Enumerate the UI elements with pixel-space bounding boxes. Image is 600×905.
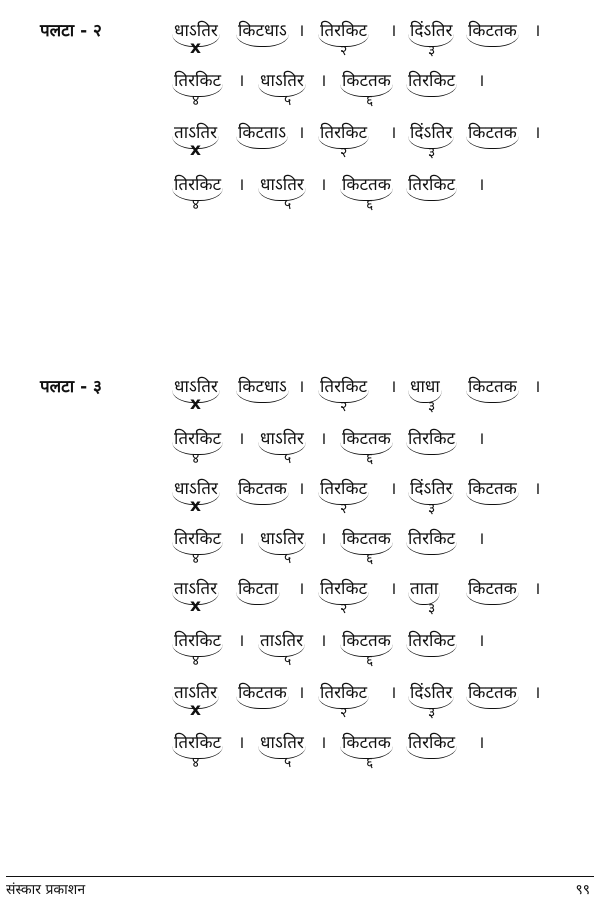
bol-word: दिंऽतिर: [408, 120, 454, 149]
bol-word: दिंऽतिर: [408, 476, 454, 505]
beat-marker: ३: [428, 501, 436, 517]
bol-word: किटतक: [340, 172, 393, 201]
danda-mark: ।: [238, 529, 245, 549]
danda-mark: ।: [320, 529, 327, 549]
bol-word: तिरकिट: [406, 426, 457, 455]
bol-word: धाऽतिर: [258, 526, 306, 555]
danda-mark: ।: [390, 683, 397, 703]
section-title: पलटा - ३: [40, 377, 102, 397]
bol-word: धाऽतिर: [258, 172, 306, 201]
danda-mark: ।: [390, 377, 397, 397]
beat-marker: x: [190, 140, 201, 160]
beat-marker: ३: [428, 705, 436, 721]
danda-mark: ।: [478, 529, 485, 549]
danda-mark: ।: [478, 175, 485, 195]
beat-marker: ४: [192, 197, 200, 213]
bol-word: किटतक: [340, 426, 393, 455]
beat-marker: x: [190, 394, 201, 414]
danda-mark: ।: [298, 377, 305, 397]
bol-word: धाऽतिर: [258, 730, 306, 759]
beat-marker: ३: [428, 601, 436, 617]
bol-word: दिंऽतिर: [408, 18, 454, 47]
beat-marker: ६: [366, 653, 374, 669]
bol-word: धाधा: [408, 374, 442, 403]
danda-mark: ।: [534, 579, 541, 599]
danda-mark: ।: [390, 21, 397, 41]
bol-word: किटतक: [466, 576, 519, 605]
danda-mark: ।: [298, 21, 305, 41]
danda-mark: ।: [320, 631, 327, 651]
danda-mark: ।: [238, 71, 245, 91]
bol-word: ताऽतिर: [172, 576, 219, 605]
bol-word: किटतक: [236, 680, 289, 709]
bol-word: धाऽतिर: [258, 426, 306, 455]
beat-marker: ४: [192, 653, 200, 669]
bol-word: तिरकिट: [172, 426, 223, 455]
bol-line: [0, 680, 600, 728]
danda-mark: ।: [298, 579, 305, 599]
beat-marker: ५: [284, 755, 292, 771]
bol-word: तिरकिट: [172, 730, 223, 759]
danda-mark: ।: [478, 429, 485, 449]
bol-word: धाऽतिर: [172, 374, 220, 403]
bol-word: तिरकिट: [406, 628, 457, 657]
bol-word: धाऽतिर: [172, 18, 220, 47]
danda-mark: ।: [320, 733, 327, 753]
bol-word: तिरकिट: [172, 68, 223, 97]
bol-line: [0, 576, 600, 624]
bol-word: तिरकिट: [318, 476, 369, 505]
beat-marker: ५: [284, 551, 292, 567]
bol-word: तिरकिट: [318, 374, 369, 403]
bol-line: [0, 526, 600, 574]
beat-marker: x: [190, 496, 201, 516]
danda-mark: ।: [390, 123, 397, 143]
danda-mark: ।: [238, 429, 245, 449]
danda-mark: ।: [298, 123, 305, 143]
bol-word: तिरकिट: [406, 172, 457, 201]
bol-word: किटताऽ: [236, 120, 288, 149]
danda-mark: ।: [390, 479, 397, 499]
bol-word: तिरकिट: [318, 576, 369, 605]
beat-marker: x: [190, 596, 201, 616]
beat-marker: ५: [284, 653, 292, 669]
bol-word: ताता: [408, 576, 440, 605]
beat-marker: ५: [284, 451, 292, 467]
beat-marker: ४: [192, 93, 200, 109]
danda-mark: ।: [478, 733, 485, 753]
bol-line: [0, 68, 600, 116]
beat-marker: x: [190, 700, 201, 720]
bol-line: [0, 628, 600, 676]
danda-mark: ।: [534, 683, 541, 703]
bol-word: तिरकिट: [318, 680, 369, 709]
beat-marker: ३: [428, 43, 436, 59]
danda-mark: ।: [390, 579, 397, 599]
beat-marker: ४: [192, 755, 200, 771]
footer-rule: [6, 876, 594, 877]
danda-mark: ।: [238, 733, 245, 753]
beat-marker: ३: [428, 145, 436, 161]
beat-marker: ४: [192, 451, 200, 467]
bol-word: किटतक: [340, 68, 393, 97]
beat-marker: २: [340, 705, 348, 721]
bol-word: किटतक: [466, 680, 519, 709]
bol-word: तिरकिट: [318, 18, 369, 47]
danda-mark: ।: [478, 631, 485, 651]
beat-marker: ५: [284, 197, 292, 213]
beat-marker: २: [340, 501, 348, 517]
bol-word: किटतक: [466, 120, 519, 149]
page-number: ९९: [575, 882, 590, 898]
danda-mark: ।: [534, 21, 541, 41]
danda-mark: ।: [320, 175, 327, 195]
danda-mark: ।: [298, 479, 305, 499]
bol-word: तिरकिट: [406, 526, 457, 555]
beat-marker: ६: [366, 755, 374, 771]
bol-word: किटतक: [236, 476, 289, 505]
footer-publisher: संस्कार प्रकाशन: [6, 882, 86, 898]
danda-mark: ।: [238, 631, 245, 651]
beat-marker: २: [340, 145, 348, 161]
danda-mark: ।: [320, 429, 327, 449]
beat-marker: ६: [366, 451, 374, 467]
bol-line: [0, 120, 600, 168]
bol-word: किटतक: [340, 730, 393, 759]
bol-word: किटतक: [466, 374, 519, 403]
bol-word: किटतक: [466, 18, 519, 47]
bol-word: किटधाऽ: [236, 374, 289, 403]
beat-marker: ३: [428, 399, 436, 415]
bol-word: धाऽतिर: [258, 68, 306, 97]
danda-mark: ।: [298, 683, 305, 703]
beat-marker: २: [340, 399, 348, 415]
bol-word: किटता: [236, 576, 280, 605]
bol-word: तिरकिट: [172, 526, 223, 555]
bol-word: ताऽतिर: [172, 680, 219, 709]
bol-line: [0, 476, 600, 524]
danda-mark: ।: [534, 479, 541, 499]
bol-word: तिरकिट: [406, 730, 457, 759]
bol-word: किटतक: [340, 526, 393, 555]
danda-mark: ।: [534, 123, 541, 143]
bol-word: किटतक: [340, 628, 393, 657]
beat-marker: ६: [366, 93, 374, 109]
bol-line: [0, 730, 600, 778]
bol-word: धाऽतिर: [172, 476, 220, 505]
bol-word: किटधाऽ: [236, 18, 289, 47]
bol-word: तिरकिट: [318, 120, 369, 149]
bol-word: तिरकिट: [406, 68, 457, 97]
beat-marker: x: [190, 38, 201, 58]
bol-word: दिंऽतिर: [408, 680, 454, 709]
bol-word: ताऽतिर: [258, 628, 305, 657]
beat-marker: ६: [366, 551, 374, 567]
bol-line: [0, 426, 600, 474]
bol-word: तिरकिट: [172, 628, 223, 657]
beat-marker: ६: [366, 197, 374, 213]
danda-mark: ।: [238, 175, 245, 195]
bol-line: [0, 18, 600, 66]
bol-word: ताऽतिर: [172, 120, 219, 149]
section-title: पलटा - २: [40, 21, 102, 41]
beat-marker: २: [340, 601, 348, 617]
bol-line: [0, 172, 600, 220]
beat-marker: ५: [284, 93, 292, 109]
danda-mark: ।: [478, 71, 485, 91]
bol-word: किटतक: [466, 476, 519, 505]
beat-marker: २: [340, 43, 348, 59]
bol-word: तिरकिट: [172, 172, 223, 201]
danda-mark: ।: [320, 71, 327, 91]
danda-mark: ।: [534, 377, 541, 397]
beat-marker: ४: [192, 551, 200, 567]
bol-line: [0, 374, 600, 422]
